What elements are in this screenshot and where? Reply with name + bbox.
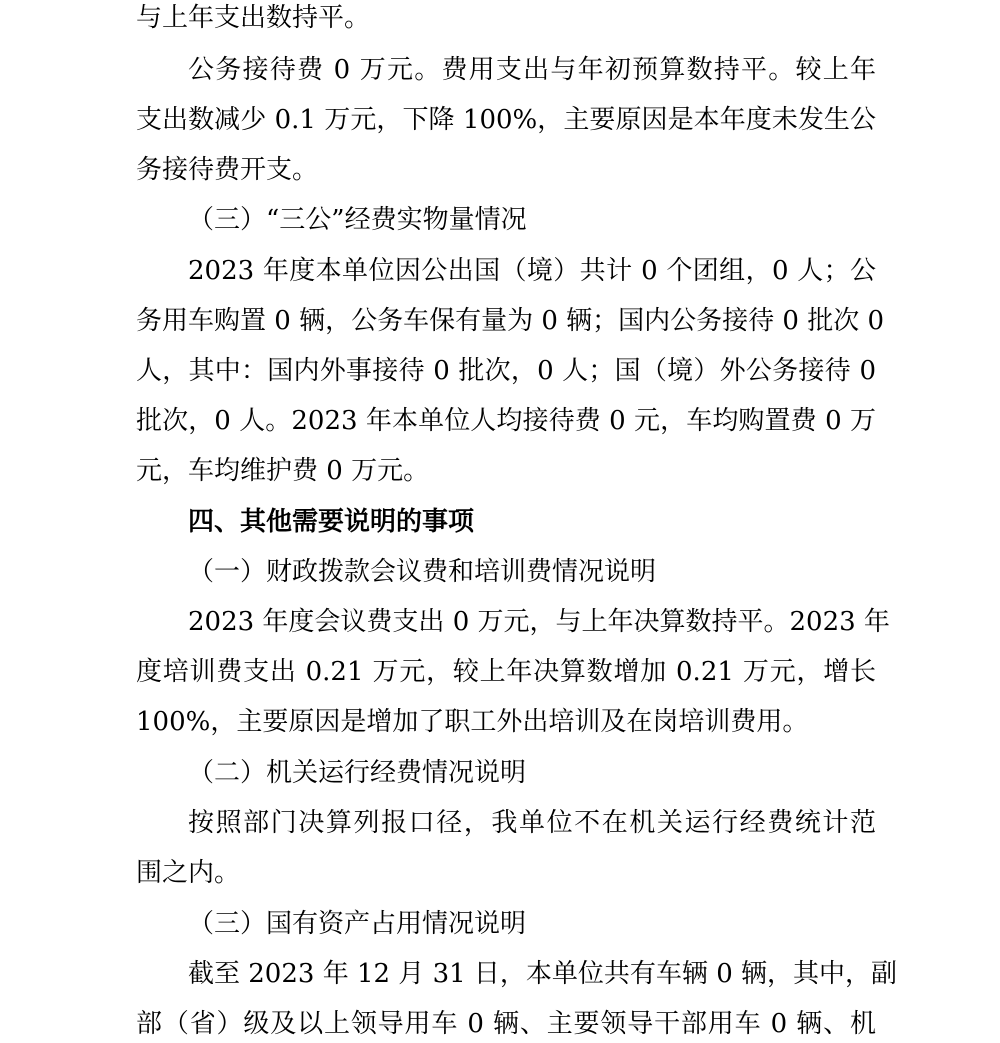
- text-line: 围之内。: [136, 858, 241, 888]
- text-line: 部（省）级及以上领导用车 0 辆、主要领导干部用车 0 辆、机: [136, 1009, 876, 1039]
- text-line: 100%，主要原因是增加了职工外出培训及在岗培训费用。: [136, 707, 809, 737]
- text-line: 务用车购置 0 辆，公务车保有量为 0 辆；国内公务接待 0 批次 0: [136, 306, 885, 336]
- text-line: 2023 年度本单位因公出国（境）共计 0 个团组，0 人；公: [188, 256, 876, 286]
- text-line: 截至 2023 年 12 月 31 日，本单位共有车辆 0 辆，其中，副: [188, 959, 897, 989]
- subsection-heading: （三）国有资产占用情况说明: [188, 909, 527, 939]
- subsection-heading: （二）机关运行经费情况说明: [188, 758, 527, 788]
- section-heading: 四、其他需要说明的事项: [188, 507, 475, 537]
- text-line: 度培训费支出 0.21 万元，较上年决算数增加 0.21 万元，增长: [136, 657, 876, 687]
- text-line: 按照部门决算列报口径，我单位不在机关运行经费统计范: [188, 808, 876, 838]
- text-line: 务接待费开支。: [136, 155, 319, 185]
- text-line: 公务接待费 0 万元。费用支出与年初预算数持平。较上年: [188, 55, 876, 85]
- subsection-heading: （三）“三公”经费实物量情况: [188, 205, 527, 235]
- text-line: 元，车均维护费 0 万元。: [136, 456, 430, 486]
- text-line: 与上年支出数持平。: [136, 3, 371, 33]
- text-line: 支出数减少 0.1 万元，下降 100%，主要原因是本年度未发生公: [136, 105, 876, 135]
- text-line: 2023 年度会议费支出 0 万元，与上年决算数持平。2023 年: [188, 607, 890, 637]
- text-line: 人，其中：国内外事接待 0 批次，0 人；国（境）外公务接待 0: [136, 356, 876, 386]
- subsection-heading: （一）财政拨款会议费和培训费情况说明: [188, 557, 657, 587]
- text-line: 批次，0 人。2023 年本单位人均接待费 0 元，车均购置费 0 万: [136, 406, 876, 436]
